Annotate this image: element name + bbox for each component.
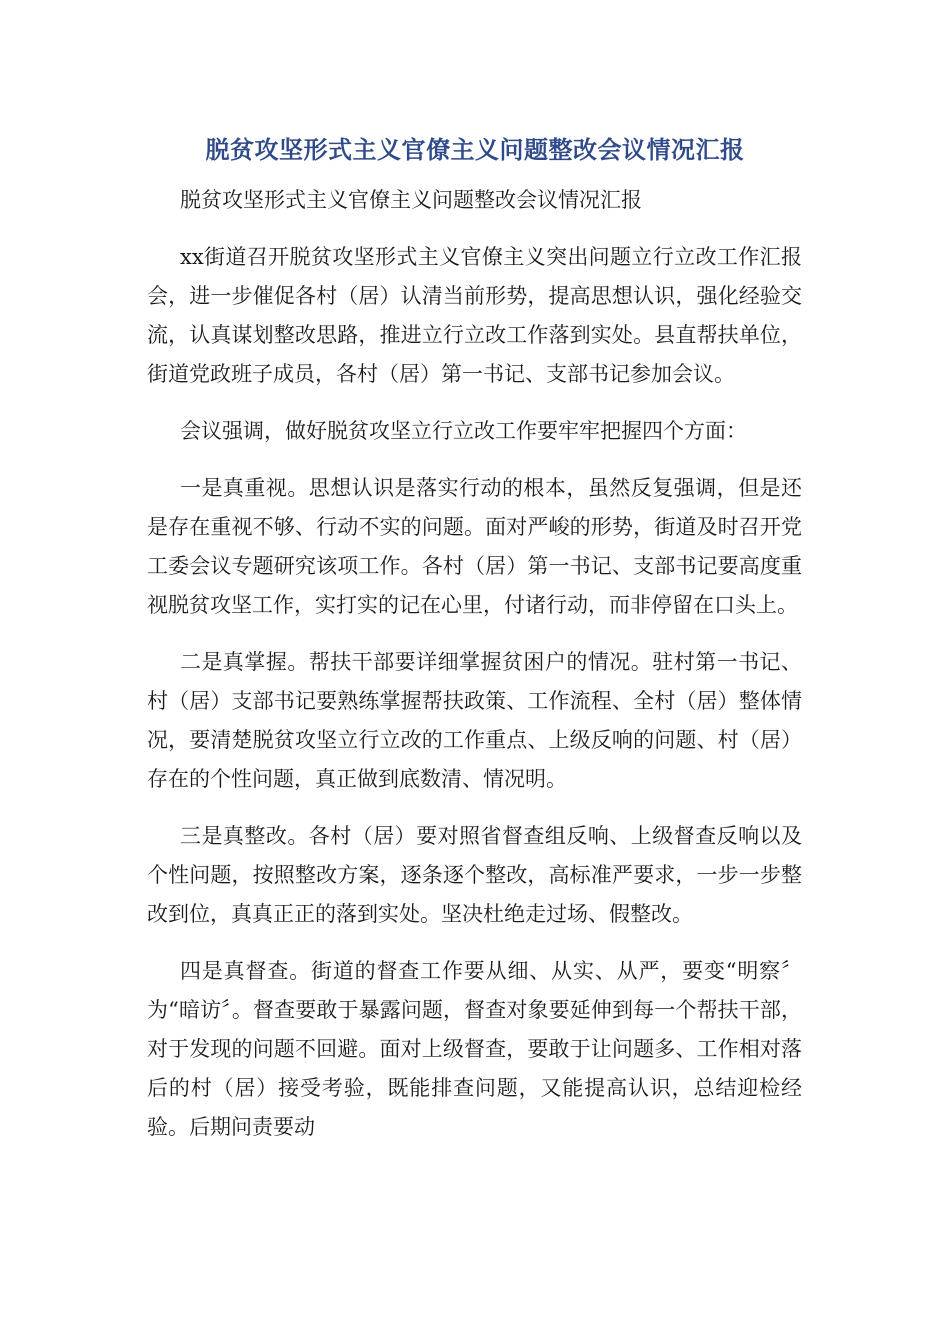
document-title: 脱贫攻坚形式主义官僚主义问题整改会议情况汇报 xyxy=(205,136,745,164)
paragraph-subtitle: 脱贫攻坚形式主义官僚主义问题整改会议情况汇报 xyxy=(180,188,642,212)
paragraph-point-three: 三是真整改。各村（居）要对照省督查组反响、上级督查反响以及个性问题，按照整改方案，逐条逐个整改，高标准严要求，一步一步整改到位，真真正正的落到实处。坚决杜绝走过场、假整改。 xyxy=(147,824,802,926)
paragraph-intro: xx街道召开脱贫攻坚形式主义官僚主义突出问题立行立改工作汇报会，进一步催促各村（居）认清当前形势，提高思想认识，强化经验交流，认真谋划整改思路，推进立行立改工作落到实处。县直帮扶单位，街道党政班子成员，各村（居）第一书记、支部书记参加会议。 xyxy=(147,245,802,386)
document-body xyxy=(147,181,802,1165)
paragraph-emphasis: 会议强调，做好脱贫攻坚立行立改工作要牢牢把握四个方面： xyxy=(180,419,747,443)
paragraph-point-four: 四是真督查。街道的督查工作要从细、从实、从严，要变“明察〞为“暗访〞。督查要敢于暴露问题，督查对象要延伸到每一个帮扶干部，对于发现的问题不回避。面对上级督查，要敢于让问题多、工作相对落后的村（居）接受考验，既能排查问题，又能提高认识，总结迎检经验。后期问责要动 xyxy=(147,959,802,1139)
paragraph-point-two: 二是真掌握。帮扶干部要详细掌握贫困户的情况。驻村第一书记、村（居）支部书记要熟练掌握帮扶政策、工作流程、全村（居）整体情况，要清楚脱贫攻坚立行立改的工作重点、上级反响的问题、村（居）存在的个性问题，真正做到底数清、情况明。 xyxy=(147,650,802,791)
paragraph-point-one: 一是真重视。思想认识是落实行动的根本，虽然反复强调，但是还是存在重视不够、行动不实的问题。面对严峻的形势，街道及时召开党工委会议专题研究该项工作。各村（居）第一书记、支部书记要高度重视脱贫攻坚工作，实打实的记在心里，付诸行动，而非停留在口头上。 xyxy=(147,476,802,617)
